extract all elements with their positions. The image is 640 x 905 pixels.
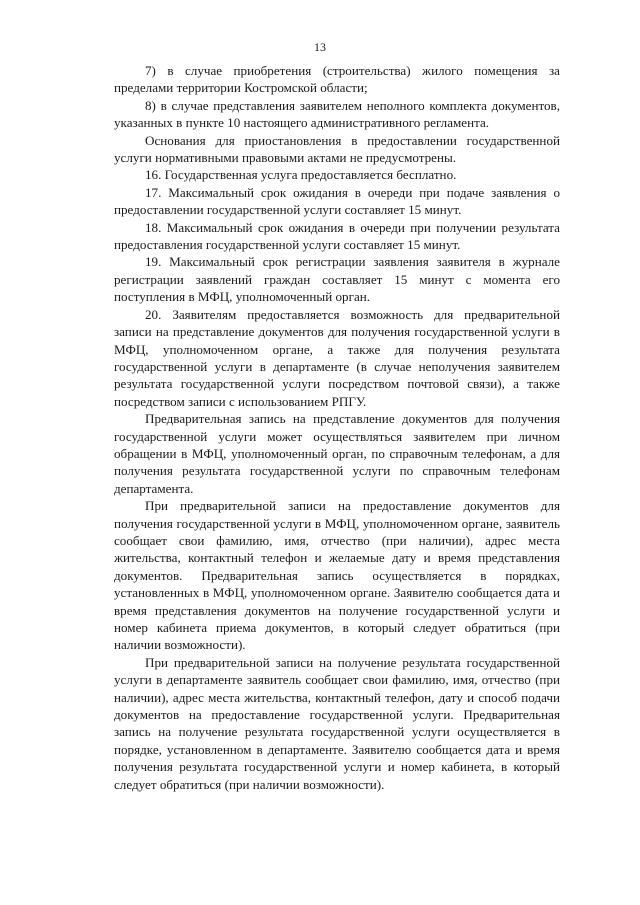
paragraph: 18. Максимальный срок ожидания в очереди при получении результата предоставления государственной услуги составляет 15 минут. [114,219,560,253]
paragraph: 16. Государственная услуга предоставляется бесплатно. [145,167,457,183]
page-number: 13 [314,40,326,54]
paragraph: 19. Максимальный срок регистрации заявления заявителя в журнале регистрации заявлений граждан составляет 15 минут с момента его поступления в МФЦ, уполномоченный орган. [114,254,560,305]
paragraph: Предварительная запись на представление документов для получения государственной услуги может осуществляться заявителем при личном обращении в МФЦ, уполномоченный орган, по справочным телефонам, а для получения результата государственной услуги по справочным телефонам департамента. [114,411,560,496]
paragraph: 7) в случае приобретения (строительства) жилого помещения за пределами территории Костромской области; [114,63,560,96]
paragraph: Основания для приостановления в предоставлении государственной услуги нормативными правовыми актами не предусмотрены. [114,132,560,166]
paragraph: 17. Максимальный срок ожидания в очереди при подаче заявления о предоставлении государственной услуги составляет 15 минут. [114,184,560,218]
paragraph: При предварительной записи на получение результата государственной услуги в департаменте заявитель сообщает свои фамилию, имя, отчество (при наличии), адрес места жительства, контактный телефон, дату и способ подачи документов на предоставление государственной услуги. Предварительная запись на получение результата государственной услуги осуществляется в порядке, установленном в департаменте. Заявителю сообщается дата и время получения результата государственной услуги и номер кабинета, в который следует обратиться (при наличии возможности). [114,654,560,792]
paragraph: 20. Заявителям предоставляется возможность для предварительной записи на представление документов для получения государственной услуги в МФЦ, уполномоченном органе, а также для получения результата государственной услуги в департаменте (в случае неполучения заявителем результата государственной услуги посредством почтовой связи), а также посредством записи с использованием РПГУ. [114,306,560,409]
document-body [114,62,560,793]
paragraph: 8) в случае представления заявителем неполного комплекта документов, указанных в пункте 10 настоящего административного регламента. [114,97,560,131]
paragraph: При предварительной записи на предоставление документов для получения государственной услуги в МФЦ, уполномоченном органе, заявитель сообщает свои фамилию, имя, отчество (при наличии), адрес места жительства, контактный телефон и желаемые дату и время представления документов. Предварительная запись осуществляется в порядках, установленных в МФЦ, уполномоченном органе. Заявителю сообщается дата и время представления документов на получение государственной услуги и номер кабинета приема документов, в который следует обратиться (при наличии возможности). [114,498,560,653]
